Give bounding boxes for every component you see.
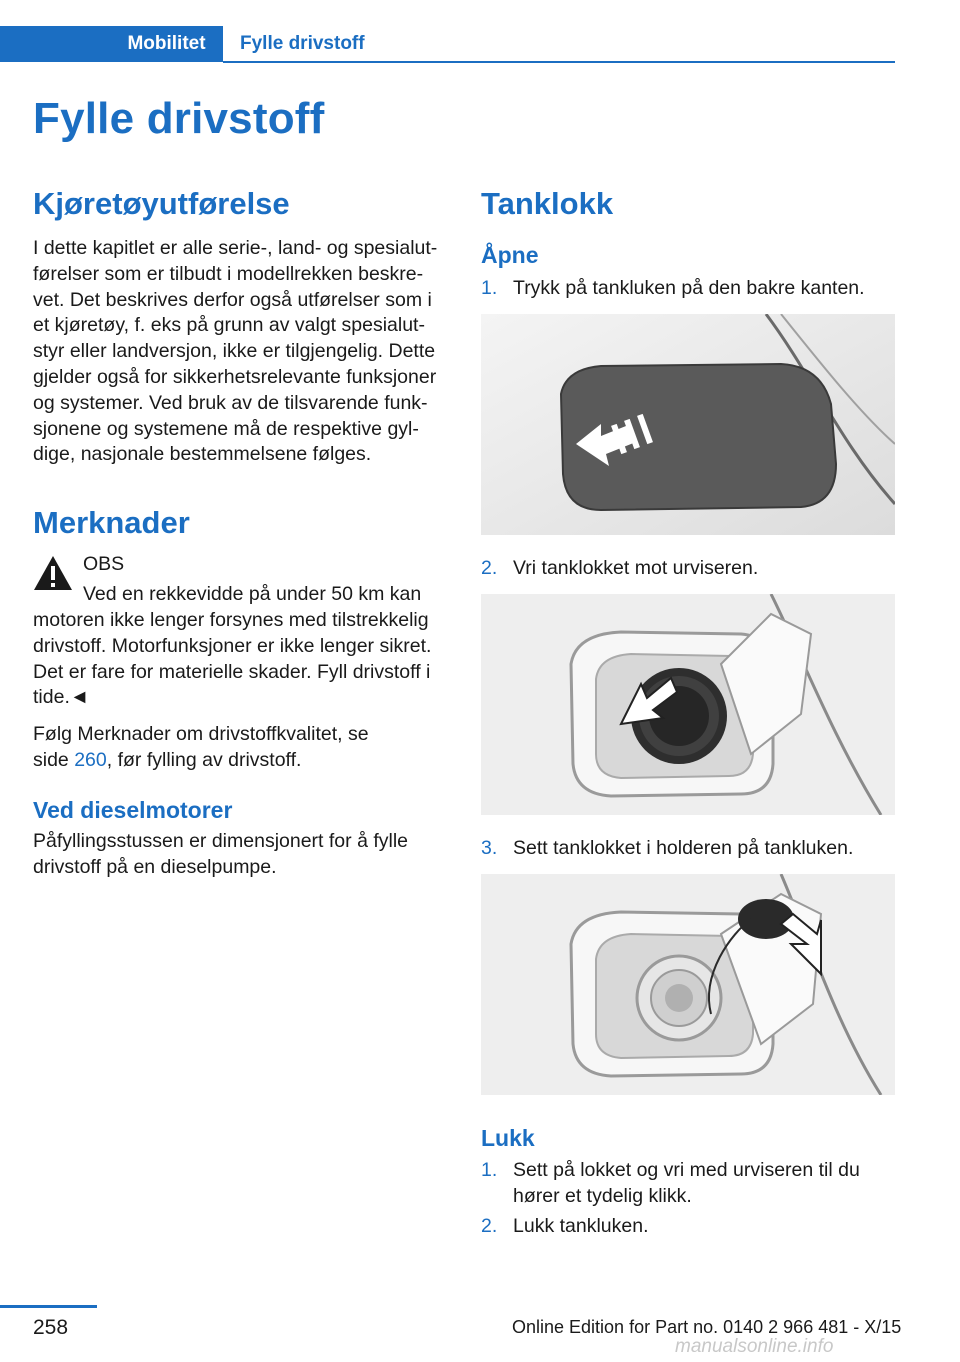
notes-text [33,722,369,774]
text-line: I dette kapitlet er alle serie-, land- og spesialut- [33,237,438,259]
header-rule [223,61,895,63]
footer-rule [0,1305,97,1308]
text-line: tide.◄ [33,686,90,709]
step-text: Sett tanklokket i holderen på tankluken. [513,837,854,859]
text-fragment: , før fylling av drivstoff. [106,748,302,771]
page-link-260[interactable]: 260 [74,748,107,771]
heading-notes: Merknader [33,505,190,540]
text-line: et kjøretøy, f. eks på grunn av valgt spesialut- [33,314,425,337]
heading-close: Lukk [481,1125,535,1151]
header-accent [0,26,110,62]
step-number: 1. [481,277,498,299]
text-line: hører et tydelig klikk. [513,1184,692,1207]
header-tab-mobilitet[interactable]: Mobilitet [110,26,223,62]
text-line [33,748,369,774]
tank-cap-turn-photo [481,594,895,815]
text-line: førelser som er tilbudt i modellrekken beskre- [33,262,424,285]
text-line: og systemer. Ved bruk av de tilsvarende funk- [33,391,428,414]
heading-tank-cap: Tanklokk [481,186,614,221]
heading-open: Åpne [481,242,539,268]
step-number: 2. [481,1215,498,1237]
text-line: drivstoff på en dieselpumpe. [33,855,277,878]
text-line: Sett på lokket og vri med urviseren til du [513,1159,860,1181]
text-line: Det er fare for materielle skader. Fyll drivstoff i [33,660,431,683]
fuel-flap-photo [481,314,895,535]
text-line: sjonene og systemene må de respektive gyl- [33,417,419,440]
text-line: gjelder også for sikkerhetsrelevante funksjoner [33,365,437,388]
text-line: vet. Det beskrives derfor også utførelser som i [33,288,432,311]
step-text: Trykk på tankluken på den bakre kanten. [513,277,865,299]
step-number: 3. [481,837,498,859]
text-fragment: side [33,748,75,771]
warning-icon [33,555,73,591]
warning-text [33,608,431,711]
step-text: Lukk tankluken. [513,1215,649,1237]
text-line: motoren ikke lenger forsynes med tilstrekkelig [33,609,429,631]
page-number: 258 [33,1316,69,1339]
step-text [513,1158,860,1210]
text-line: Følg Merknader om drivstoffkvalitet, se [33,723,369,745]
text-line: dige, nasjonale bestemmelsene følges. [33,443,372,466]
step-number: 1. [481,1159,498,1181]
edition-text: Online Edition for Part no. 0140 2 966 481 - X/15 [512,1317,902,1337]
text-line: styr eller landversjon, ikke er tilgjengelig. Dette [33,340,436,363]
page-title: Fylle drivstoff [33,94,325,143]
heading-vehicle: Kjøretøyutførelse [33,186,290,221]
diesel-text [33,829,408,881]
text-line: drivstoff. Motorfunksjoner er ikke lenger sikret. [33,634,432,657]
step-number: 2. [481,557,498,579]
step-text: Vri tanklokket mot urviseren. [513,557,759,579]
heading-diesel: Ved dieselmotorer [33,797,233,823]
header-section-title[interactable]: Fylle drivstoff [240,33,365,54]
tank-cap-holder-photo [481,874,895,1095]
text-line: Påfyllingsstussen er dimensjonert for å fylle [33,830,409,852]
warning-line: Ved en rekkevidde på under 50 km kan [83,583,422,605]
watermark: manualsonline.info [675,1336,834,1357]
vehicle-text [33,236,437,468]
warning-label: OBS [83,553,125,575]
